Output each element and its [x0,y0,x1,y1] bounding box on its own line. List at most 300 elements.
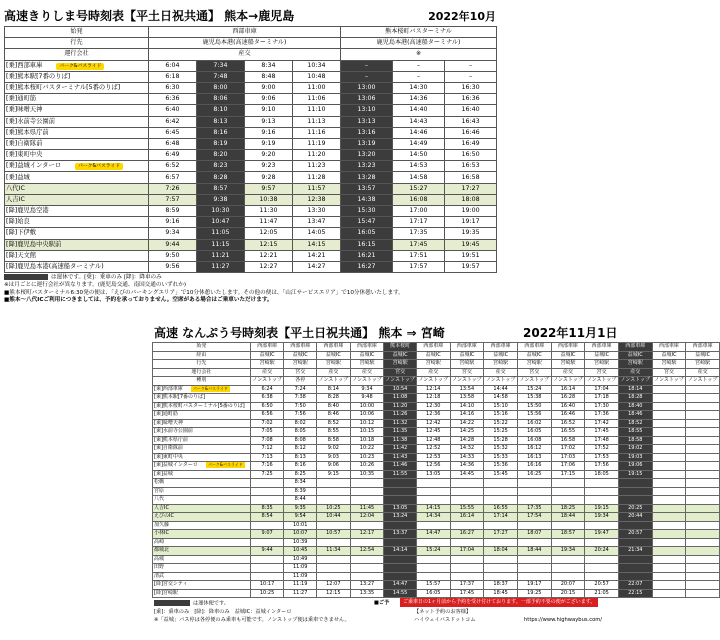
time-cell: – [341,71,393,82]
time-cell: 12:15 [245,239,293,250]
stop-name [5,60,149,71]
time-cell [618,538,652,547]
time-cell: 14:49 [393,138,445,149]
table-row [153,385,720,394]
stop-label: 都城北 [154,547,170,553]
time-cell: 8:05 [284,428,317,437]
time-cell: 18:05 [585,470,619,479]
header-group: 熊本桜町バスターミナル [341,27,497,38]
time-cell: 6:24 [250,385,284,394]
header-cell: 益城IC [317,351,351,360]
time-cell: 11:21 [197,250,245,261]
time-cell: 17:30 [585,402,619,411]
time-cell: 15:57 [416,581,450,590]
time-cell: – [341,60,393,71]
time-cell: 12:27 [245,261,293,272]
time-cell [350,555,384,564]
time-cell: 8:28 [197,172,245,183]
time-cell: 6:48 [149,138,197,149]
time-cell: 10:30 [197,206,245,217]
stop-name [153,428,251,437]
header-cell: 宮崎駅 [450,360,484,369]
stop-name [5,161,149,172]
time-cell [384,555,417,564]
time-cell: 10:06 [350,411,384,420]
time-cell: 8:08 [284,436,317,445]
table-row [153,419,720,428]
time-cell: 6:49 [149,150,197,161]
time-cell: 17:56 [585,462,619,471]
time-cell: 6:50 [250,402,284,411]
header-cell: 宮崎駅 [416,360,450,369]
time-cell: 8:48 [245,71,293,82]
time-cell: 19:35 [445,228,497,239]
table-row [5,194,497,205]
time-cell [317,496,351,505]
time-cell [551,487,585,496]
time-cell: 11:30 [245,206,293,217]
time-cell: 7:16 [250,462,284,471]
nanpu-title: 高速 なんぷう号時刻表【平土日祝共通】 熊本 ⇒ 宮崎 [154,326,445,340]
time-cell: 11:23 [293,161,341,172]
header-cell: 益城IC [350,351,384,360]
stop-name [153,385,251,394]
stop-name [153,538,251,547]
time-cell: 9:13 [245,116,293,127]
time-cell: 12:45 [416,428,450,437]
stop-label: [乗]熊本県庁前 [154,436,188,443]
park-and-ride-badge: パーク&バスライド [192,385,228,391]
time-cell: 10:01 [284,521,317,530]
table-row [5,206,497,217]
time-cell: 13:54 [450,385,484,394]
time-cell: 15:28 [484,436,518,445]
time-cell: 12:30 [416,402,450,411]
time-cell: 16:53 [445,161,497,172]
highwaybus-link[interactable]: https://www.highwaybus.com/ [524,617,603,623]
header-cell: 西部車庫 [618,343,652,352]
time-cell: 16:02 [517,419,551,428]
stop-label: 加久藤 [154,521,170,528]
nanpu-header [152,322,640,342]
time-cell: 19:17 [445,217,497,228]
time-cell: 17:51 [393,250,445,261]
time-cell: 14:16 [450,411,484,420]
time-cell [450,496,484,505]
kirishima-timetable [4,4,496,305]
time-cell [384,564,417,573]
time-cell: 7:57 [149,194,197,205]
header-cell: 産交 [250,368,284,377]
header-cell: 益城IC [652,351,686,360]
time-cell: 9:16 [149,217,197,228]
header-row [153,377,720,386]
stop-label: [乗]熊本桜町バスターミナル[5番のりば] [154,402,245,409]
time-cell: 9:19 [245,138,293,149]
time-cell: 10:12 [350,419,384,428]
time-cell [686,419,720,428]
time-cell: 6:57 [149,172,197,183]
time-cell [652,487,686,496]
time-cell: 11:32 [384,419,417,428]
time-cell: 9:16 [245,127,293,138]
time-cell [686,462,720,471]
time-cell: 19:57 [445,261,497,272]
time-cell [652,547,686,556]
time-cell: 19:45 [445,239,497,250]
stop-name [153,394,251,403]
stop-name [153,504,251,513]
time-cell: 15:56 [517,411,551,420]
time-cell: 18:57 [551,530,585,539]
time-cell [551,555,585,564]
stop-name [5,82,149,93]
time-cell: 8:14 [317,385,351,394]
time-cell: 13:00 [341,82,393,93]
time-cell: 11:20 [293,150,341,161]
time-cell: 8:34 [284,479,317,488]
time-cell: 14:58 [393,172,445,183]
time-cell: 15:45 [484,470,518,479]
table-row [5,138,497,149]
time-cell [317,487,351,496]
time-cell [686,589,720,598]
time-cell: 9:07 [250,530,284,539]
time-cell [384,521,417,530]
time-cell [618,572,652,581]
time-cell [686,394,720,403]
time-cell [384,538,417,547]
header-cell: 西部車庫 [686,343,720,352]
time-cell [416,555,450,564]
time-cell: 17:06 [551,462,585,471]
time-cell: 12:18 [416,394,450,403]
time-cell: 9:23 [245,161,293,172]
time-cell [350,496,384,505]
stop-name [153,572,251,581]
time-cell: 11:43 [384,453,417,462]
time-cell: 18:44 [551,513,585,522]
time-cell: 17:48 [585,436,619,445]
time-cell: 20:57 [585,581,619,590]
time-cell [618,555,652,564]
time-cell: 8:02 [284,419,317,428]
time-cell [450,538,484,547]
time-cell: 13:27 [350,581,384,590]
header-cell: 西部車庫 [652,343,686,352]
stop-name [153,496,251,505]
time-cell: 16:05 [416,589,450,598]
time-cell: 13:28 [341,172,393,183]
stop-name [5,150,149,161]
time-cell [686,504,720,513]
time-cell: 18:40 [618,402,652,411]
table-row [5,71,497,82]
time-cell: 8:28 [317,394,351,403]
time-cell [250,555,284,564]
stop-label: [降]天文館 [6,251,37,259]
time-cell: 8:13 [284,453,317,462]
time-cell [686,547,720,556]
time-cell: 10:25 [250,589,284,598]
time-cell: 10:47 [197,217,245,228]
stop-label: [乗]自衛隊前 [154,445,183,451]
time-cell: 9:54 [284,513,317,522]
time-cell: 18:52 [618,419,652,428]
time-cell: 6:52 [149,161,197,172]
kirishima-table [4,26,497,273]
time-cell: 19:15 [585,504,619,513]
stop-label: [乗]熊本桜町バスターミナル[5番のりば] [6,84,121,92]
table-row [5,127,497,138]
time-cell [384,572,417,581]
stop-label: 松橋 [154,479,165,485]
time-cell: 16:40 [551,402,585,411]
time-cell: 8:40 [317,402,351,411]
time-cell: 12:38 [293,194,341,205]
time-cell: 16:13 [517,453,551,462]
header-cell: 益城IC [618,351,652,360]
nanpu-table [152,342,720,598]
time-cell [350,479,384,488]
net-reservation-label: 【ネット予約のお客様】 [414,609,472,615]
time-cell: 18:55 [618,428,652,437]
stop-name [5,261,149,272]
time-cell: 20:07 [551,581,585,590]
stop-label: [乗]自衛隊前 [6,139,43,147]
time-cell [551,521,585,530]
table-row [153,479,720,488]
time-cell [585,496,619,505]
time-cell: 12:17 [350,530,384,539]
time-cell: 19:17 [517,581,551,590]
time-cell [618,479,652,488]
time-cell [517,487,551,496]
time-cell: 15:50 [517,402,551,411]
time-cell: 14:21 [293,250,341,261]
time-cell: 17:04 [450,547,484,556]
time-cell: 15:33 [484,453,518,462]
time-cell [484,555,518,564]
table-row [153,589,720,598]
time-cell: 17:27 [445,183,497,194]
header-row [5,49,497,60]
table-row [153,538,720,547]
time-cell: 15:24 [517,385,551,394]
note-line: ※は月ごとに運行会社が異なります。(鹿児島交通、南国交通のいずれか) [4,282,187,289]
header-cell: ノンストップ [484,377,518,386]
time-cell: 6:45 [149,127,197,138]
header-cell: 宮崎駅 [317,360,351,369]
time-cell: 15:30 [341,206,393,217]
park-and-ride-badge: パーク&バスライド [56,63,104,70]
time-cell: 15:36 [484,462,518,471]
time-cell: 14:22 [450,419,484,428]
time-cell: 13:23 [341,161,393,172]
header-cell: 西部車庫 [284,343,317,352]
time-cell [517,521,551,530]
time-cell: 14:45 [450,470,484,479]
header-cell: 産交 [416,368,450,377]
time-cell: 11:42 [384,445,417,454]
header-cell: 宮交 [585,368,619,377]
time-cell: 9:56 [149,261,197,272]
time-cell: 14:36 [393,94,445,105]
stop-name [5,105,149,116]
time-cell: 19:34 [585,513,619,522]
time-cell [652,462,686,471]
time-cell [350,521,384,530]
time-cell: 22:07 [618,581,652,590]
time-cell [686,513,720,522]
table-row [5,183,497,194]
time-cell: 17:42 [585,419,619,428]
time-cell: 13:05 [384,504,417,513]
time-cell: 8:13 [197,116,245,127]
time-cell [484,564,518,573]
stop-label: [乗]益城 [154,470,173,477]
time-cell: 13:20 [341,150,393,161]
time-cell [317,479,351,488]
stop-label: 八代 [154,496,165,502]
note-line: は運休便です。 [154,600,229,608]
table-row [5,239,497,250]
time-cell [652,555,686,564]
time-cell: 20:24 [585,547,619,556]
kirishima-header [4,4,496,26]
time-cell: 10:39 [284,538,317,547]
time-cell [652,572,686,581]
stop-name [5,138,149,149]
time-cell: 14:44 [484,385,518,394]
time-cell: 17:57 [393,261,445,272]
header-cell: 宮崎駅 [250,360,284,369]
note-line: は運休です。[乗]：乗車のみ [降]：降車のみ [4,274,496,282]
stop-name [153,521,251,530]
time-cell: 16:08 [517,436,551,445]
table-row [153,547,720,556]
time-cell [384,479,417,488]
time-cell: 8:57 [197,183,245,194]
time-cell [450,521,484,530]
time-cell: 11:20 [384,402,417,411]
time-cell: 14:25 [450,428,484,437]
time-cell [484,521,518,530]
time-cell: 11:47 [245,217,293,228]
table-row [153,530,720,539]
header-label: 運行会社 [153,368,251,377]
time-cell: 8:55 [317,428,351,437]
time-cell: 14:46 [393,127,445,138]
nanpu-notes [152,598,640,628]
table-row [5,172,497,183]
time-cell [652,394,686,403]
header-cell: 益城IC [284,351,317,360]
time-cell [686,436,720,445]
stop-name [153,487,251,496]
table-row [153,572,720,581]
stop-label: [降]宮交シティ [154,581,188,587]
stop-label: 清武 [154,572,165,579]
header-cell: 益城IC [384,351,417,360]
time-cell: 9:34 [350,385,384,394]
time-cell: 12:21 [245,250,293,261]
header-cell: 宮崎駅 [618,360,652,369]
time-cell: 12:04 [350,513,384,522]
table-row [153,462,720,471]
time-cell [317,521,351,530]
time-cell [652,402,686,411]
header-label: 行先 [5,38,149,49]
time-cell: 7:25 [250,470,284,479]
time-cell: 8:52 [317,419,351,428]
stop-name [153,419,251,428]
time-cell: 16:05 [517,428,551,437]
time-cell: 8:39 [284,487,317,496]
time-cell [551,496,585,505]
time-cell: 12:36 [416,411,450,420]
time-cell [652,581,686,590]
stop-label: [乗]熊本県庁前 [6,128,49,136]
stop-label: [降]宮崎駅 [154,589,178,596]
header-cell: 西部車庫 [250,343,284,352]
time-cell: 15:25 [484,428,518,437]
stop-name [153,564,251,573]
suspended-legend-swatch [4,274,48,280]
table-row [153,496,720,505]
time-cell [317,572,351,581]
time-cell [484,479,518,488]
time-cell [551,572,585,581]
time-cell [484,496,518,505]
header-cell: ノンストップ [517,377,551,386]
time-cell [686,496,720,505]
header-cell: 宮交 [517,368,551,377]
time-cell [652,589,686,598]
time-cell: 14:40 [393,105,445,116]
header-cell: 宮崎駅 [551,360,585,369]
time-cell [551,564,585,573]
time-cell: 8:59 [149,206,197,217]
time-cell [686,428,720,437]
time-cell: 14:27 [293,261,341,272]
time-cell: 7:48 [197,71,245,82]
time-cell: 6:04 [149,60,197,71]
time-cell: 10:23 [350,453,384,462]
time-cell: 10:45 [284,547,317,556]
time-cell: 9:44 [149,239,197,250]
time-cell [652,419,686,428]
time-cell: 10:35 [350,470,384,479]
time-cell: 12:07 [317,581,351,590]
time-cell: 13:13 [341,116,393,127]
time-cell: 7:02 [250,419,284,428]
time-cell [618,496,652,505]
time-cell: 12:15 [317,589,351,598]
time-cell: 19:03 [618,453,652,462]
stop-label: 人吉IC [154,504,169,511]
time-cell: 10:17 [250,581,284,590]
time-cell: 9:00 [245,82,293,93]
stop-name [5,183,149,194]
stop-name [153,589,251,598]
time-cell: 14:33 [450,453,484,462]
stop-label: [乗]味噌天神 [6,106,43,114]
time-cell: 14:14 [384,547,417,556]
time-cell [652,530,686,539]
header-group: ※ [341,49,497,60]
time-cell [517,564,551,573]
